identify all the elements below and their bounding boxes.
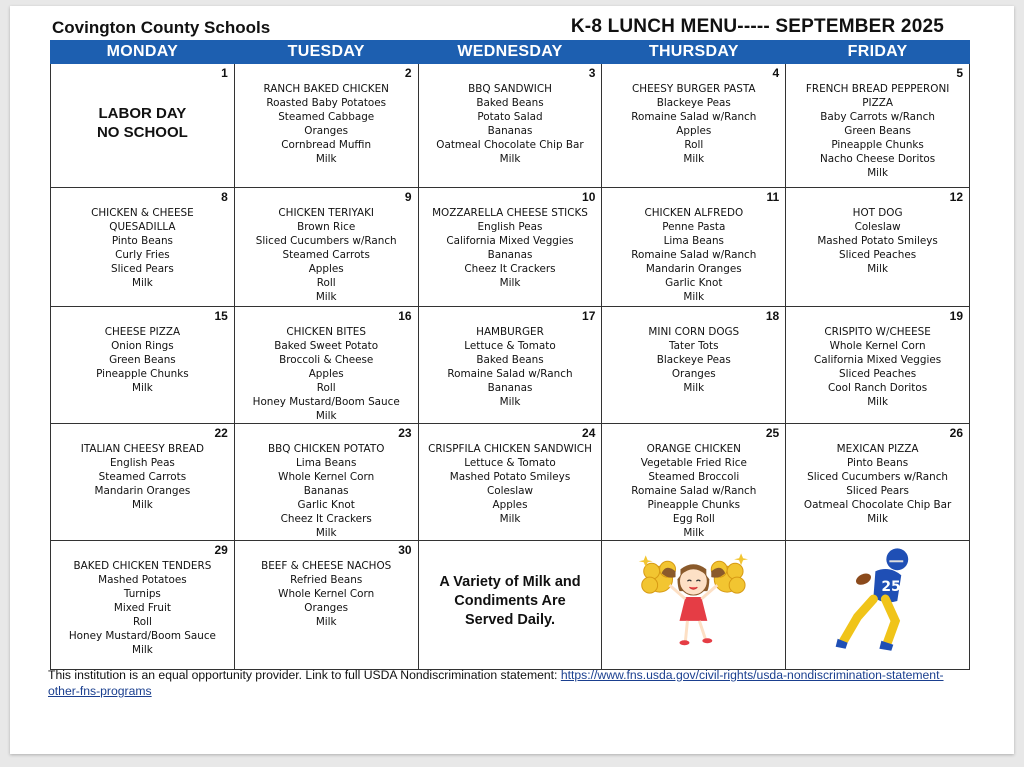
menu-item: Steamed Carrots (98, 471, 187, 483)
menu-item: Sliced Cucumbers w/Ranch (255, 235, 397, 247)
day-cell-monday (51, 307, 235, 424)
date-number: 9 (404, 190, 412, 204)
menu-items (786, 64, 969, 180)
menu-item: Roasted Baby Potatoes (266, 97, 387, 109)
menu-item: Garlic Knot (297, 499, 355, 511)
menu-item: Steamed Cabbage (278, 111, 375, 123)
menu-item: Pinto Beans (111, 235, 173, 247)
menu-item: Milk (315, 410, 337, 422)
menu-item: Cool Ranch Doritos (828, 382, 928, 394)
menu-item: Pineapple Chunks (96, 368, 189, 380)
day-cell-thursday (602, 424, 786, 541)
day-cell-wednesday (418, 307, 602, 424)
menu-items (419, 64, 602, 166)
menu-item: Blackeye Peas (656, 354, 731, 366)
menu-item: Milk (499, 153, 521, 165)
menu-item: Bananas (487, 382, 533, 394)
menu-item: Cheez It Crackers (464, 263, 556, 275)
date-number: 5 (956, 66, 963, 80)
footer-text: This institution is an equal opportunity provider. Link to full USDA Nondiscrimination statement: (48, 668, 561, 682)
holiday-line: NO SCHOOL (96, 124, 188, 141)
menu-item: Roll (132, 616, 152, 628)
menu-item: California Mixed Veggies (813, 354, 942, 366)
date-number: 8 (221, 190, 228, 204)
day-cell-tuesday (234, 424, 418, 541)
date-number: 2 (404, 66, 412, 80)
entree: FRENCH BREAD PEPPERONI (805, 83, 950, 95)
menu-item: Baby Carrots w/Ranch (820, 111, 935, 123)
menu-item: Milk (315, 527, 337, 539)
menu-item: Steamed Carrots (282, 249, 370, 261)
menu-item: Milk (132, 382, 153, 394)
day-cell-monday (51, 188, 235, 307)
day-cell-tuesday (234, 541, 418, 670)
nondiscrimination-footer (48, 667, 958, 699)
day-header-tuesday: TUESDAY (234, 41, 418, 64)
note-line: Condiments Are (454, 593, 566, 609)
menu-item: Oranges (304, 602, 349, 614)
date-number: 4 (772, 66, 780, 80)
menu-item: Pinto Beans (847, 457, 909, 469)
usda-link[interactable]: https://www.fns.usda.gov/civil-rights/usda-nondiscrimination-statement-other-fns-programs (48, 668, 944, 698)
football-player-illustration (786, 541, 969, 669)
date-number: 23 (398, 426, 412, 440)
menu-items (786, 188, 969, 276)
note-line: A Variety of Milk and (439, 574, 581, 590)
menu-title: K-8 LUNCH MENU----- SEPTEMBER 2025 (570, 16, 944, 37)
menu-item: Lima Beans (663, 235, 724, 247)
date-number: 18 (765, 309, 780, 323)
svg-text:25: 25 (881, 579, 901, 596)
date-number: 16 (398, 309, 412, 323)
menu-items (602, 188, 785, 304)
date-number: 17 (582, 309, 596, 323)
menu-item: Bananas (303, 485, 349, 497)
menu-items (786, 424, 969, 526)
menu-item: Sliced Cucumbers w/Ranch (807, 471, 949, 483)
menu-item: California Mixed Veggies (446, 235, 574, 247)
menu-item: Romaine Salad w/Ranch (447, 368, 573, 380)
menu-item: Vegetable Fried Rice (640, 457, 747, 469)
menu-item: Honey Mustard/Boom Sauce (252, 396, 400, 408)
menu-item: Turnips (123, 588, 161, 600)
menu-item: Potato Salad (477, 111, 543, 123)
cheerleader-illustration (602, 541, 785, 669)
menu-item: Milk (683, 382, 705, 394)
day-cell-thursday (602, 541, 786, 670)
date-number: 11 (766, 190, 780, 204)
date-number: 26 (949, 426, 963, 440)
holiday-notice (51, 104, 234, 142)
menu-item: Roll (316, 277, 336, 289)
menu-item: Milk (867, 396, 888, 408)
menu-item: Green Beans (109, 354, 176, 366)
holiday-line: LABOR DAY (98, 105, 187, 122)
menu-items (419, 307, 602, 409)
menu-item: Broccoli & Cheese (279, 354, 374, 366)
week-row (51, 307, 970, 424)
week-row (51, 188, 970, 307)
menu-item: Tater Tots (669, 340, 719, 352)
menu-item: Roll (316, 382, 336, 394)
menu-item: QUESADILLA (109, 221, 176, 233)
menu-items (51, 307, 234, 395)
date-number: 19 (949, 309, 963, 323)
menu-item: PIZZA (862, 97, 893, 109)
menu-item: Apples (492, 499, 528, 511)
entree: MOZZARELLA CHEESE STICKS (432, 207, 588, 219)
menu-item: Nacho Cheese Doritos (819, 153, 936, 165)
menu-item: Milk (132, 277, 153, 289)
day-cell-friday (786, 64, 970, 188)
menu-item: Cornbread Muffin (281, 139, 372, 151)
day-header-thursday: THURSDAY (602, 41, 786, 64)
menu-item: Oranges (304, 125, 349, 137)
menu-item: Green Beans (844, 125, 911, 137)
day-cell-wednesday (418, 541, 602, 670)
entree: BBQ CHICKEN POTATO (267, 443, 385, 455)
menu-items (51, 188, 234, 290)
date-number: 10 (582, 190, 596, 204)
menu-item: Baked Sweet Potato (274, 340, 379, 352)
day-cell-friday (786, 541, 970, 670)
menu-item: Lima Beans (296, 457, 357, 469)
menu-item: Sliced Pears (111, 263, 174, 275)
menu-item: Bananas (487, 249, 533, 261)
day-cell-tuesday (234, 188, 418, 307)
menu-item: Coleslaw (854, 221, 901, 233)
date-number: 25 (765, 426, 780, 440)
menu-items (51, 541, 234, 657)
date-number: 1 (221, 66, 228, 80)
menu-item: Sliced Peaches (839, 368, 917, 380)
week-row (51, 424, 970, 541)
entree: CHICKEN & CHEESE (91, 207, 194, 219)
date-number: 15 (214, 309, 228, 323)
menu-item: English Peas (477, 221, 543, 233)
menu-item: Sliced Pears (846, 485, 909, 497)
menu-item: Baked Beans (476, 97, 544, 109)
school-name: Covington County Schools (52, 18, 271, 37)
menu-item: Milk (315, 153, 337, 165)
menu-item: Milk (132, 644, 153, 656)
menu-item: Pineapple Chunks (647, 499, 741, 511)
menu-item: Milk (132, 499, 153, 511)
menu-item: Whole Kernel Corn (278, 588, 375, 600)
entree: CHEESE PIZZA (104, 326, 181, 338)
note-line: Served Daily. (464, 612, 555, 628)
week-row (51, 541, 970, 670)
menu-item: Sliced Peaches (839, 249, 917, 261)
day-cell-wednesday (418, 188, 602, 307)
menu-item: Lettuce & Tomato (464, 457, 556, 469)
day-cell-thursday (602, 307, 786, 424)
week-row (51, 64, 970, 188)
menu-item: Milk (315, 616, 337, 628)
lunch-calendar (50, 40, 970, 670)
entree: CHEESY BURGER PASTA (632, 83, 756, 95)
menu-item: Baked Beans (476, 354, 544, 366)
entree: CHICKEN TERIYAKI (278, 207, 374, 219)
entree: MEXICAN PIZZA (836, 443, 919, 455)
menu-item: Apples (676, 125, 712, 137)
entree: CRISPFILA CHICKEN SANDWICH (428, 443, 592, 455)
menu-items (235, 424, 418, 540)
menu-item: Milk (499, 513, 521, 525)
day-cell-friday (786, 424, 970, 541)
date-number: 12 (949, 190, 963, 204)
entree: CHICKEN BITES (286, 326, 366, 338)
entree: ORANGE CHICKEN (646, 443, 741, 455)
menu-item: Garlic Knot (665, 277, 723, 289)
entree: RANCH BAKED CHICKEN (263, 83, 389, 95)
menu-header (52, 18, 970, 40)
menu-item: Apples (308, 368, 344, 380)
menu-item: Mashed Potato Smileys (817, 235, 938, 247)
menu-item: Milk (499, 396, 521, 408)
day-cell-thursday (602, 64, 786, 188)
menu-items (235, 188, 418, 304)
menu-item: Coleslaw (486, 485, 534, 497)
day-header-monday: MONDAY (51, 41, 235, 64)
menu-item: Egg Roll (672, 513, 715, 525)
day-cell-monday (51, 424, 235, 541)
menu-item: Penne Pasta (662, 221, 726, 233)
menu-item: Milk (683, 527, 705, 539)
milk-condiments-note (419, 573, 602, 630)
menu-item: Apples (308, 263, 344, 275)
date-number: 29 (214, 543, 228, 557)
menu-item: Milk (867, 513, 888, 525)
day-cell-wednesday (418, 424, 602, 541)
entree: BBQ SANDWICH (468, 83, 552, 95)
menu-item: Oatmeal Chocolate Chip Bar (436, 139, 584, 151)
menu-items (235, 64, 418, 166)
entree: HAMBURGER (476, 326, 544, 338)
date-number: 30 (398, 543, 412, 557)
menu-item: Romaine Salad w/Ranch (631, 111, 757, 123)
menu-item: Mandarin Oranges (94, 485, 191, 497)
menu-item: Roll (684, 139, 704, 151)
day-cell-tuesday (234, 307, 418, 424)
entree: BAKED CHICKEN TENDERS (73, 560, 212, 572)
entree: CHICKEN ALFREDO (644, 207, 744, 219)
menu-item: Mashed Potato Smileys (449, 471, 571, 483)
menu-item: English Peas (109, 457, 175, 469)
menu-item: Romaine Salad w/Ranch (631, 485, 757, 497)
entree: CRISPITO W/CHEESE (824, 326, 931, 338)
menu-items (235, 307, 418, 423)
day-cell-monday (51, 541, 235, 670)
menu-item: Oatmeal Chocolate Chip Bar (803, 499, 952, 511)
entree: HOT DOG (852, 207, 903, 219)
menu-item: Onion Rings (111, 340, 174, 352)
menu-item: Refried Beans (290, 574, 363, 586)
menu-items (786, 307, 969, 409)
day-cell-monday (51, 64, 235, 188)
entree: BEEF & CHEESE NACHOS (261, 560, 392, 572)
menu-item: Milk (499, 277, 521, 289)
menu-item: Milk (867, 167, 888, 179)
menu-item: Lettuce & Tomato (464, 340, 556, 352)
menu-item: Milk (683, 153, 705, 165)
menu-item: Curly Fries (115, 249, 170, 261)
day-cell-tuesday (234, 64, 418, 188)
menu-items (235, 541, 418, 629)
menu-item: Whole Kernel Corn (829, 340, 926, 352)
menu-item: Cheez It Crackers (280, 513, 372, 525)
entree: MINI CORN DOGS (648, 326, 740, 338)
entree: ITALIAN CHEESY BREAD (80, 443, 204, 455)
menu-items (602, 307, 785, 395)
menu-item: Pineapple Chunks (831, 139, 924, 151)
menu-item: Honey Mustard/Boom Sauce (68, 630, 216, 642)
menu-items (51, 424, 234, 512)
menu-items (419, 424, 602, 526)
menu-item: Brown Rice (297, 221, 356, 233)
menu-item: Oranges (671, 368, 716, 380)
day-cell-wednesday (418, 64, 602, 188)
menu-item: Romaine Salad w/Ranch (631, 249, 757, 261)
menu-item: Steamed Broccoli (648, 471, 740, 483)
date-number: 24 (582, 426, 596, 440)
menu-item: Whole Kernel Corn (278, 471, 375, 483)
menu-item: Milk (867, 263, 888, 275)
day-header-wednesday: WEDNESDAY (418, 41, 602, 64)
menu-item: Blackeye Peas (656, 97, 731, 109)
menu-item: Mandarin Oranges (645, 263, 742, 275)
menu-item: Milk (315, 291, 337, 303)
day-cell-thursday (602, 188, 786, 307)
day-cell-friday (786, 188, 970, 307)
date-number: 22 (214, 426, 228, 440)
day-cell-friday (786, 307, 970, 424)
menu-items (602, 424, 785, 540)
day-header-friday: FRIDAY (786, 41, 970, 64)
menu-item: Mashed Potatoes (98, 574, 187, 586)
menu-item: Milk (683, 291, 705, 303)
date-number: 3 (588, 66, 596, 80)
menu-item: Bananas (487, 125, 533, 137)
menu-item: Mixed Fruit (113, 602, 171, 614)
menu-items (419, 188, 602, 290)
menu-items (602, 64, 785, 166)
